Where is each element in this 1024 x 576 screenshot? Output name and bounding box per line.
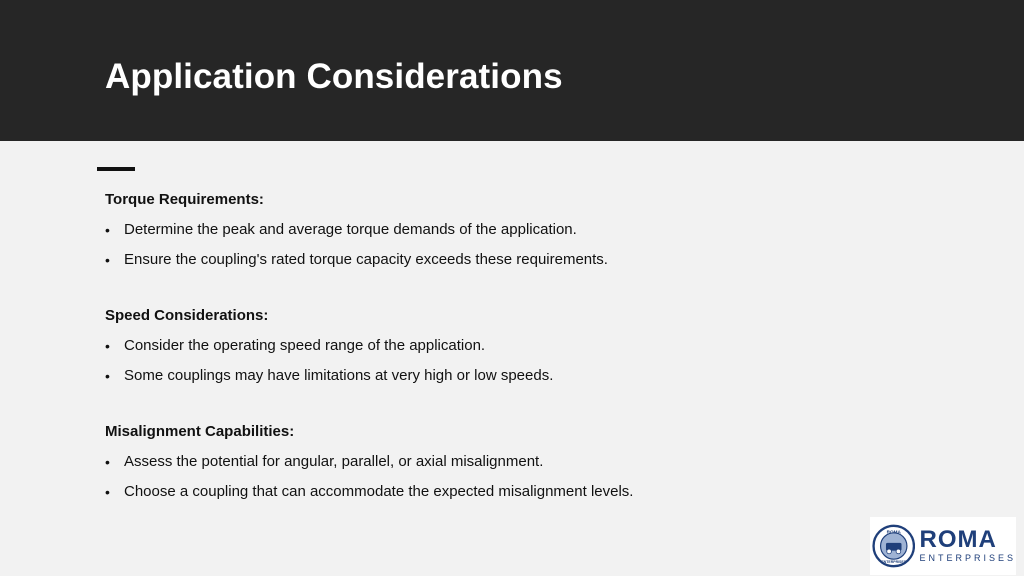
bullet-icon: • — [105, 454, 110, 470]
roma-emblem-icon — [872, 518, 915, 574]
slide-title: Application Considerations — [105, 57, 563, 96]
emblem-top-text: ROMA — [886, 529, 901, 535]
section-misalignment — [105, 420, 845, 510]
section-heading: Speed Considerations: — [105, 307, 269, 324]
bullet-item — [105, 218, 845, 248]
bullet-text: Choose a coupling that can accommodate the expected misalignment levels. — [124, 483, 634, 500]
slide-content — [105, 188, 845, 536]
section-heading: Torque Requirements: — [105, 191, 264, 208]
bullet-text: Assess the potential for angular, parallel, or axial misalignment. — [124, 453, 544, 470]
bullet-item — [105, 334, 845, 364]
logo-wordmark: ROMA — [919, 526, 997, 553]
bullet-item — [105, 480, 845, 510]
section-heading: Misalignment Capabilities: — [105, 423, 295, 440]
bullet-list — [105, 334, 845, 394]
accent-rule — [97, 167, 135, 171]
logo-subtitle: ENTERPRISES — [919, 553, 1016, 563]
title-bar — [0, 0, 1024, 141]
bullet-item — [105, 248, 845, 278]
bullet-list — [105, 218, 845, 278]
bullet-item — [105, 364, 845, 394]
bullet-icon: • — [105, 252, 110, 268]
bullet-icon: • — [105, 338, 110, 354]
bullet-text: Consider the operating speed range of the application. — [124, 337, 486, 354]
bullet-icon: • — [105, 368, 110, 384]
bullet-list — [105, 450, 845, 510]
section-speed — [105, 304, 845, 394]
bullet-icon: • — [105, 484, 110, 500]
bullet-icon: • — [105, 222, 110, 238]
bullet-text: Determine the peak and average torque demands of the application. — [124, 221, 577, 238]
bullet-text: Some couplings may have limitations at very high or low speeds. — [124, 367, 554, 384]
section-torque — [105, 188, 845, 278]
bullet-item — [105, 450, 845, 480]
emblem-bottom-text: ENTERPRISES — [881, 560, 907, 565]
company-logo — [870, 517, 1016, 575]
logo-text — [919, 528, 1016, 564]
bullet-text: Ensure the coupling's rated torque capacity exceeds these requirements. — [124, 251, 608, 268]
